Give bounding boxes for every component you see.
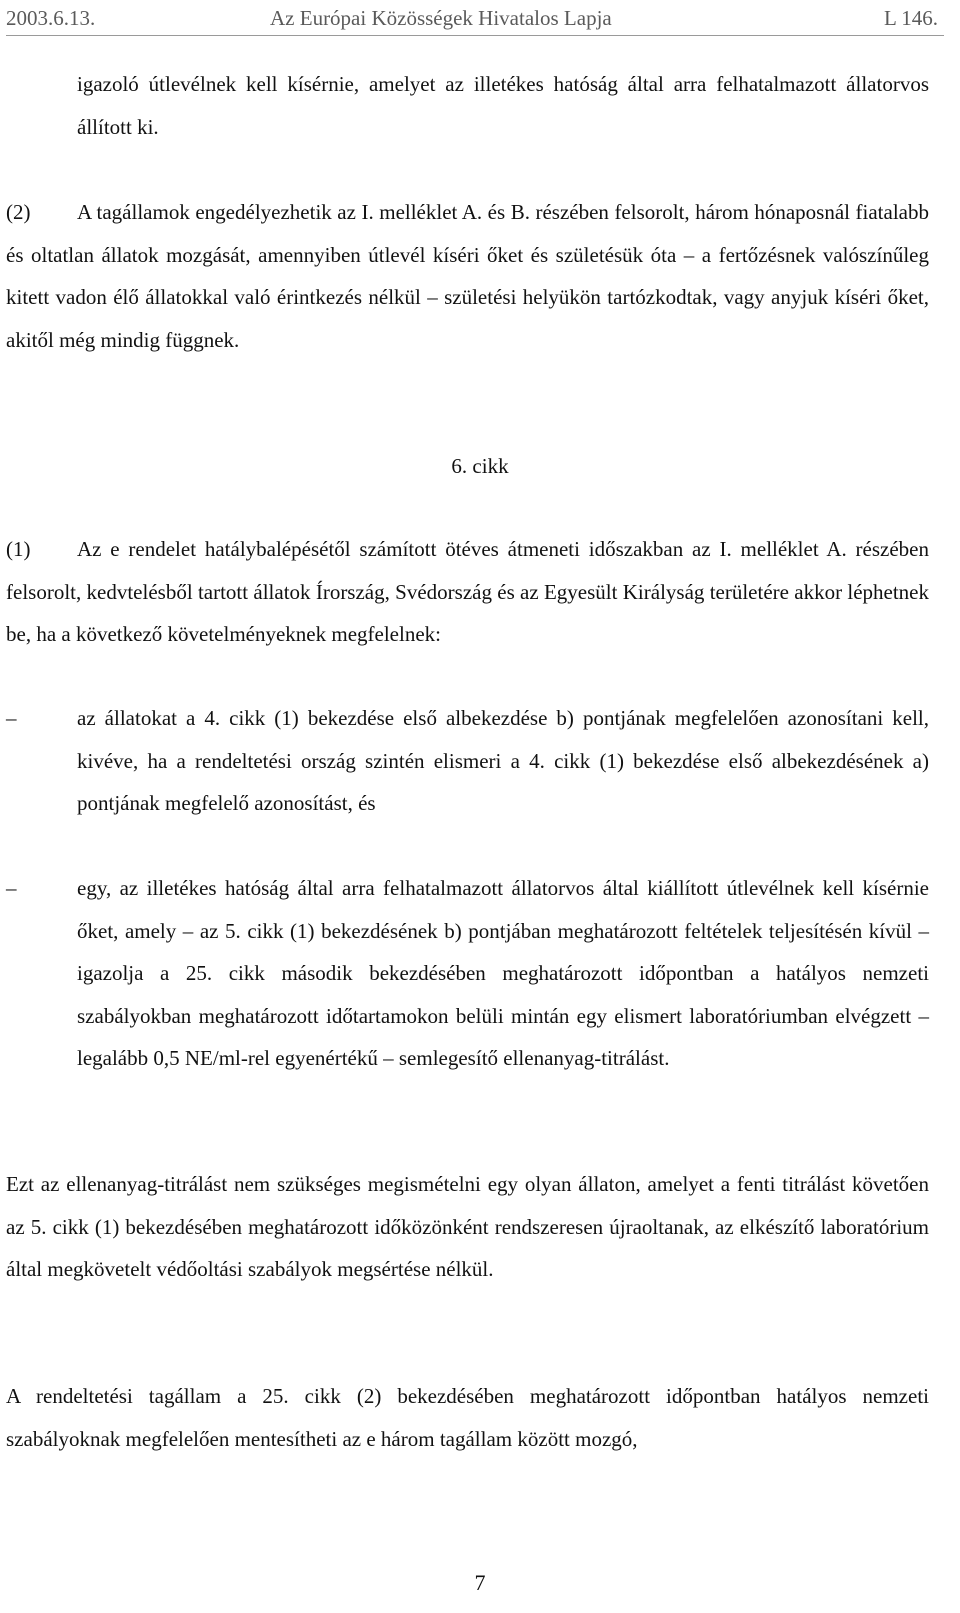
paragraph-2-label: (2) [6,200,31,224]
article-heading: 6. cikk [451,454,509,478]
header-journal-title: Az Európai Közösségek Hivatalos Lapja [270,6,612,30]
paragraph-1-label: (1) [6,537,31,561]
header-rule [6,35,944,36]
header-date: 2003.6.13. [6,6,96,30]
list-item-2-dash: – [6,876,17,900]
titration-paragraph: Ezt az ellenanyag-titrálást nem szükséges megismételni egy olyan állaton, amelyet a fenti titrálást követően az 5. cikk (1) bekezdésében meghatározott időközönként rendszeresen újraoltanak, az elkészítő laboratórium által megkövetelt védőoltási szabályok megsértése nélkül. [6,1172,929,1281]
page-header [0,0,944,40]
list-item-1-dash: – [6,706,17,730]
page-number: 7 [474,1570,486,1595]
list-item-2: egy, az illetékes hatóság által arra felhatalmazott állatorvos által kiállított útlevélnek kell kísérnie őket, amely – az 5. cikk (1) bekezdésének b) pontjában meghatározott feltételek teljesítésén kívül – igazolja a 25. cikk második bekezdésében meghatározott időpontban a hatályos nemzeti szabályokban meghatározott időtartamokon belüli mintán egy elismert laboratóriumban elvégzett – legalább 0,5 NE/ml-rel egyenértékű – semlegesítő ellenanyag-titrálást. [77,876,929,1070]
continuation-paragraph: igazoló útlevélnek kell kísérnie, amelyet az illetékes hatóság által arra felhatalmazott állatorvos állított ki. [77,72,929,139]
header-reference: L 146. [883,6,938,30]
list-item-1: az állatokat a 4. cikk (1) bekezdése első albekezdése b) pontjának megfelelően azonosítani kell, kivéve, ha a rendeltetési ország szintén elismeri a 4. cikk (1) bekezdése első albekezdésének a) pontjának megfelelő azonosítást, és [77,706,929,815]
exemption-paragraph: A rendeltetési tagállam a 25. cikk (2) bekezdésében meghatározott időpontban hatályos nemzeti szabályoknak megfelelően mentesítheti az e három tagállam között mozgó, [6,1384,929,1451]
paragraph-2: A tagállamok engedélyezhetik az I. melléklet A. és B. részében felsorolt, három hónaposnál fiatalabb és oltatlan állatok mozgását, amennyiben útlevél kíséri őket és születésük óta – a fertőzésnek valószínűleg kitett vadon élő állatokkal való érintkezés nélkül – születési helyükön tartózkodtak, vagy anyjuk kíséri őket, akitől még mindig függnek. [6,200,929,352]
paragraph-1: Az e rendelet hatálybalépésétől számított ötéves átmeneti időszakban az I. melléklet A. részében felsorolt, kedvtelésből tartott állatok Írország, Svédország és az Egyesült Királyság területére akkor léphetnek be, ha a következő követelményeknek megfelelnek: [6,537,929,646]
